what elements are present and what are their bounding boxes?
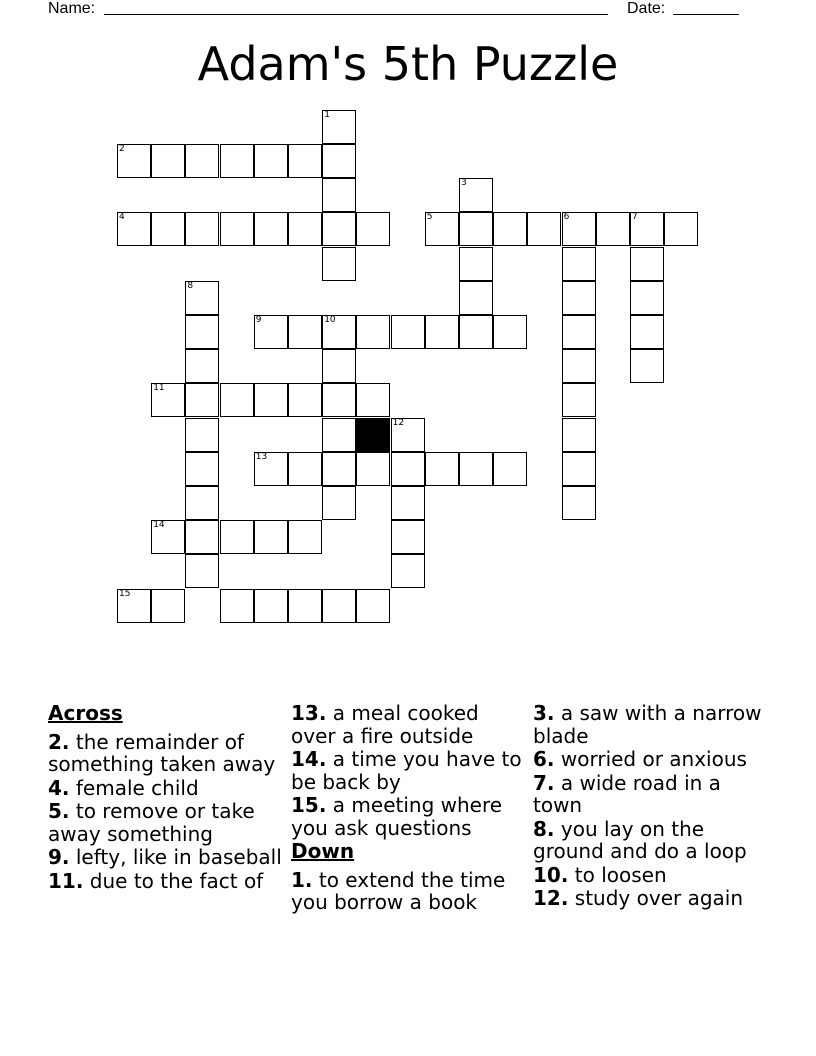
clue-text: a wide road in a town [533,770,721,817]
clue-text: the remainder of something taken away [48,729,276,776]
grid-cell[interactable] [391,486,425,520]
grid-cell[interactable] [459,247,493,281]
grid-cell[interactable] [220,212,254,246]
down-clue [533,702,771,747]
grid-cell[interactable] [630,349,664,383]
grid-cell[interactable] [459,452,493,486]
clue-text: to loosen [574,862,667,887]
grid-cell[interactable] [288,315,322,349]
across-clue [291,702,529,747]
grid-cell[interactable] [562,452,596,486]
down-clue [533,772,771,817]
grid-cell[interactable] [185,486,219,520]
cell-number: 13 [255,451,268,462]
across-clue [48,846,286,869]
cell-number: 6 [563,212,570,223]
clue-text: a saw with a narrow blade [533,701,762,748]
clue-text: a meeting where you ask questions [291,793,503,840]
clue-number: 11. [48,868,84,893]
grid-cell[interactable] [322,212,356,246]
down-clue [533,818,771,863]
grid-cell[interactable] [185,383,219,417]
across-clue [291,794,529,839]
grid-cell[interactable] [493,315,527,349]
grid-cell[interactable] [288,383,322,417]
clue-text: to remove or take away something [48,799,255,846]
cell-number: 7 [632,212,638,223]
grid-cell[interactable] [425,452,459,486]
grid-cell[interactable] [562,486,596,520]
name-label: Name: [48,0,96,17]
clue-text: lefty, like in baseball [75,845,282,869]
grid-cell[interactable] [185,349,219,383]
cell-number: 12 [392,417,405,428]
clue-number: 13. [291,701,327,725]
clue-text: worried or anxious [560,747,747,771]
grid-cell[interactable] [322,315,356,349]
clue-text: you lay on the ground and do a loop [533,816,747,863]
grid-cell[interactable] [185,452,219,486]
clue-text: due to the fact of [89,868,264,893]
grid-cell[interactable] [151,589,185,623]
grid-cell[interactable] [288,589,322,623]
grid-cell[interactable] [391,418,425,452]
grid-cell[interactable] [220,144,254,178]
grid-cell[interactable] [185,520,219,554]
grid-cell[interactable] [356,212,390,246]
down-clue [533,748,771,771]
grid-cell[interactable] [151,144,185,178]
grid-cell[interactable] [254,212,288,246]
grid-cell[interactable] [391,452,425,486]
grid-cell[interactable] [220,520,254,554]
clue-number: 15. [291,793,327,817]
grid-cell[interactable] [220,589,254,623]
grid-cell[interactable] [185,212,219,246]
grid-cell[interactable] [151,383,185,417]
grid-cell[interactable] [322,452,356,486]
grid-cell[interactable] [562,212,596,246]
grid-cell[interactable] [254,589,288,623]
grid-cell[interactable] [459,281,493,315]
clue-number: 10. [533,862,569,887]
grid-cell[interactable] [185,281,219,315]
grid-cell[interactable] [493,452,527,486]
grid-cell[interactable] [117,589,151,623]
grid-cell[interactable] [562,315,596,349]
grid-cell[interactable] [117,144,151,178]
clue-number: 6. [533,747,555,771]
across-clue [48,870,286,893]
clue-text: study over again [574,886,744,910]
across-clue [291,748,529,793]
across-clue [48,731,286,776]
clue-number: 3. [533,701,555,725]
clue-text: to extend the time you borrow a book [291,867,506,914]
grid-cell[interactable] [630,247,664,281]
black-cell [356,418,390,452]
grid-cell[interactable] [254,383,288,417]
grid-cell[interactable] [630,281,664,315]
grid-cell[interactable] [322,110,356,144]
grid-cell[interactable] [185,418,219,452]
grid-cell[interactable] [220,383,254,417]
grid-cell[interactable] [356,589,390,623]
grid-cell[interactable] [288,520,322,554]
grid-cell[interactable] [356,315,390,349]
clue-number: 8. [533,816,555,841]
clue-number: 4. [48,775,70,800]
grid-cell[interactable] [356,383,390,417]
across-clue [48,777,286,800]
down-clue [533,887,771,910]
grid-cell[interactable] [322,486,356,520]
across-heading: Across [48,701,123,725]
grid-cell[interactable] [117,212,151,246]
grid-cell[interactable] [151,520,185,554]
cell-number: 15 [119,588,131,599]
grid-cell[interactable] [185,554,219,588]
grid-cell[interactable] [254,452,288,486]
grid-cell[interactable] [562,281,596,315]
cell-number: 9 [255,315,262,325]
clue-number: 9. [48,845,70,869]
grid-cell[interactable] [288,452,322,486]
grid-cell[interactable] [562,349,596,383]
grid-cell[interactable] [151,212,185,246]
grid-cell[interactable] [254,315,288,349]
cell-number: 14 [153,520,165,531]
grid-cell[interactable] [391,554,425,588]
grid-cell[interactable] [322,383,356,417]
grid-cell[interactable] [322,418,356,452]
grid-cell[interactable] [630,315,664,349]
grid-cell[interactable] [322,178,356,212]
across-clue [48,800,286,845]
down-clue [291,869,529,914]
clue-text: female child [75,775,199,800]
down-heading: Down [291,839,355,863]
cell-number: 8 [187,280,194,291]
grid-cell[interactable] [322,247,356,281]
clue-number: 5. [48,799,70,823]
clue-number: 7. [533,770,555,795]
grid-cell[interactable] [459,178,493,212]
grid-cell[interactable] [288,144,322,178]
clue-column-2 [291,702,529,915]
grid-cell[interactable] [288,212,322,246]
grid-cell[interactable] [322,144,356,178]
grid-cell[interactable] [630,212,664,246]
clue-column-1 [48,702,286,893]
grid-cell[interactable] [185,144,219,178]
clue-number: 14. [291,747,327,771]
grid-cell[interactable] [527,212,561,246]
grid-cell[interactable] [562,418,596,452]
date-label: Date: [627,0,666,17]
grid-cell[interactable] [425,315,459,349]
grid-cell[interactable] [459,315,493,349]
grid-cell[interactable] [493,212,527,246]
clue-number: 1. [291,867,313,892]
grid-cell[interactable] [562,383,596,417]
clue-number: 2. [48,729,70,754]
grid-cell[interactable] [596,212,630,246]
grid-cell[interactable] [356,452,390,486]
grid-cell[interactable] [185,315,219,349]
cell-number: 5 [426,212,433,223]
clue-column-3 [533,702,771,911]
down-clue [533,864,771,887]
clue-text: a time you have to be back by [291,747,522,794]
grid-cell[interactable] [391,520,425,554]
grid-cell[interactable] [425,212,459,246]
grid-cell[interactable] [562,247,596,281]
cell-number: 3 [461,178,467,189]
grid-cell[interactable] [254,144,288,178]
grid-cell[interactable] [254,520,288,554]
grid-cell[interactable] [391,315,425,349]
clue-number: 12. [533,886,569,910]
clue-text: a meal cooked over a fire outside [291,701,479,748]
grid-cell[interactable] [322,349,356,383]
cell-number: 11 [153,383,165,394]
cell-number: 4 [119,212,125,223]
grid-cell[interactable] [322,589,356,623]
grid-cell[interactable] [664,212,698,246]
cell-number: 2 [119,144,125,154]
grid-cell[interactable] [459,212,493,246]
cell-number: 1 [324,109,330,120]
puzzle-title: Adam's 5th Puzzle [197,37,619,91]
cell-number: 10 [324,315,336,325]
